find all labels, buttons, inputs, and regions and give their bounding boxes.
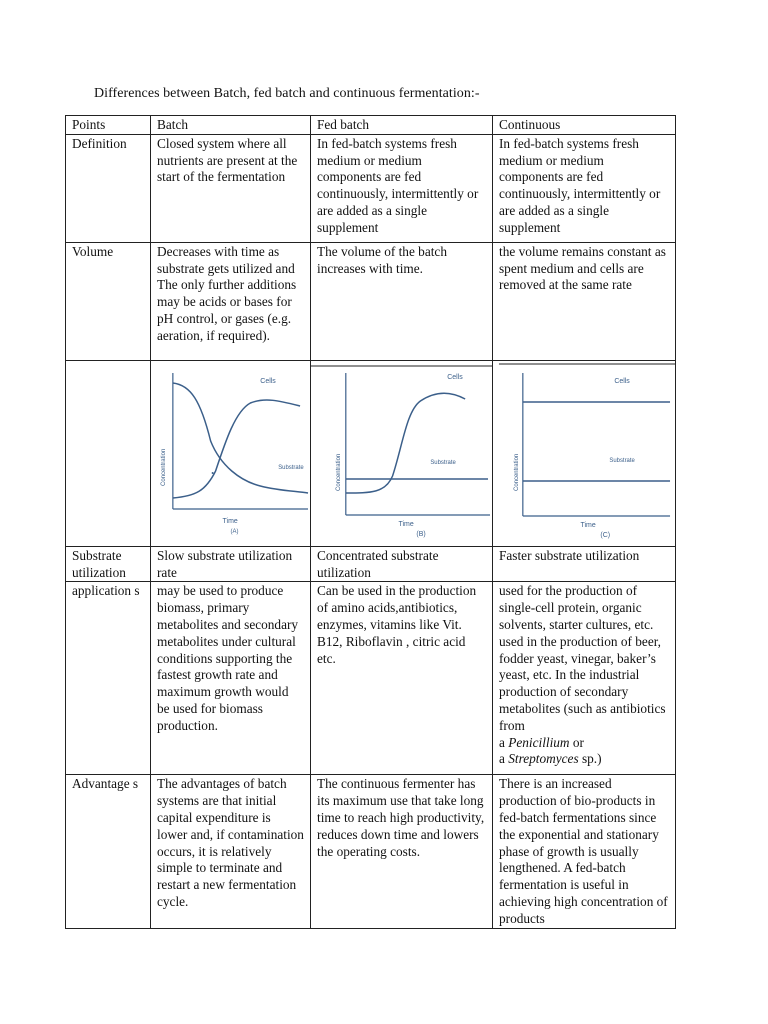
cell-applications-fed-batch: Can be used in the production of amino acids,antibiotics, enzymes, vitamins like Vit. B12, Riboflavin , citric acid etc. — [311, 582, 493, 775]
cell-advantages-batch: The advantages of batch systems are that initial capital expenditure is lower and, if contamination occurs, it is relatively simple to terminate and restart a new fermentation cycle. — [151, 775, 311, 928]
table-row-applications — [66, 582, 676, 775]
row-label-graphs — [66, 360, 151, 546]
genus-streptomyces: Streptomyces — [508, 751, 579, 767]
table-row-graphs — [66, 360, 676, 546]
cell-applications-continuous — [493, 582, 676, 775]
comparison-table — [65, 115, 676, 929]
graph-a-marker — [212, 472, 214, 474]
graph-c-substrate-label: Substrate — [609, 457, 635, 464]
graph-b-xlabel: Time — [398, 520, 414, 528]
article-a-1: a — [499, 734, 509, 750]
graph-a-xlabel: Time — [222, 517, 238, 525]
table-row-volume — [66, 242, 676, 360]
row-label-definition: Definition — [66, 134, 151, 242]
cell-definition-batch: Closed system where all nutrients are present at the start of the fermentation — [151, 134, 311, 242]
conjunction-or: or — [569, 734, 584, 750]
graph-b-substrate-label: Substrate — [430, 459, 456, 466]
table-row-advantages — [66, 775, 676, 928]
graph-a-substrate-label: Substrate — [278, 464, 304, 471]
fed-batch-growth-graph — [311, 361, 492, 546]
cell-substrate-continuous: Faster substrate utilization — [493, 546, 676, 582]
graph-c-ylabel: Concentration — [513, 453, 520, 491]
continuous-growth-graph — [493, 361, 675, 546]
graph-c-xlabel: Time — [580, 521, 596, 529]
cell-graph-fed-batch — [311, 360, 493, 546]
graph-a-ylabel: Concentration — [160, 448, 167, 486]
graph-b-cells-label: Cells — [447, 373, 463, 381]
cell-definition-fed-batch: In fed-batch systems fresh medium or medium components are fed continuously, intermittently or are added as a single supplement — [311, 134, 493, 242]
substrate-curve — [173, 383, 308, 493]
table-row-definition — [66, 134, 676, 242]
cell-advantages-fed-batch: The continuous fermenter has its maximum use that take long time to reach high productivity, reduces down time and lowers the operating costs. — [311, 775, 493, 928]
row-label-advantages: Advantage s — [66, 775, 151, 928]
species-suffix: sp.) — [578, 751, 602, 767]
document-title: Differences between Batch, fed batch and continuous fermentation:- — [94, 86, 480, 101]
cell-definition-continuous: In fed-batch systems fresh medium or medium components are fed continuously, intermittently or are added as a single supplement — [493, 134, 676, 242]
applications-continuous-text: used for the production of single-cell protein, organic solvents, starter cultures, etc. used in the production of beer, fodder yeast, vinegar, baker’s yeast, etc. In the industrial production of secondary metabolites (such as antibiotics from — [499, 583, 666, 733]
cell-applications-batch: may be used to produce biomass, primary metabolites and secondary metabolites under cultural conditions supporting the fastest growth rate and maximum growth would be used for biomass production. — [151, 582, 311, 775]
article-a-2: a — [499, 751, 509, 767]
graph-a-tag: (A) — [230, 528, 239, 535]
batch-growth-graph — [151, 361, 310, 546]
graph-c-cells-label: Cells — [614, 377, 630, 385]
cell-volume-fed-batch: The volume of the batch increases with time. — [311, 242, 493, 360]
graph-a-cells-label: Cells — [260, 377, 276, 385]
cell-volume-continuous: the volume remains constant as spent medium and cells are removed at the same rate — [493, 242, 676, 360]
row-label-volume: Volume — [66, 242, 151, 360]
genus-penicillium: Penicillium — [508, 734, 570, 750]
table-row-substrate-utilization — [66, 546, 676, 582]
header-batch: Batch — [151, 116, 311, 135]
cell-substrate-batch: Slow substrate utilization rate — [151, 546, 311, 582]
row-label-applications: application s — [66, 582, 151, 775]
graph-b-ylabel: Concentration — [335, 453, 342, 491]
graph-c-tag: (C) — [600, 531, 611, 539]
row-label-substrate: Substrate utilization — [66, 546, 151, 582]
header-points: Points — [66, 116, 151, 135]
graph-b-tag: (B) — [416, 530, 426, 538]
table-header-row — [66, 116, 676, 135]
cell-graph-continuous — [493, 360, 676, 546]
cells-curve — [173, 400, 300, 498]
cell-volume-batch: Decreases with time as substrate gets utilized and The only further additions may be acids or bases for pH control, or gases (e.g. aeration, if required). — [151, 242, 311, 360]
cell-graph-batch — [151, 360, 311, 546]
cell-advantages-continuous: There is an increased production of bio-products in fed-batch fermentations since the exponential and stationary phase of growth is usually lengthened. A fed-batch fermentation is useful in achieving high concentration of products — [493, 775, 676, 928]
header-continuous: Continuous — [493, 116, 676, 135]
cells-curve — [346, 393, 465, 493]
header-fed-batch: Fed batch — [311, 116, 493, 135]
cell-substrate-fed-batch: Concentrated substrate utilization — [311, 546, 493, 582]
